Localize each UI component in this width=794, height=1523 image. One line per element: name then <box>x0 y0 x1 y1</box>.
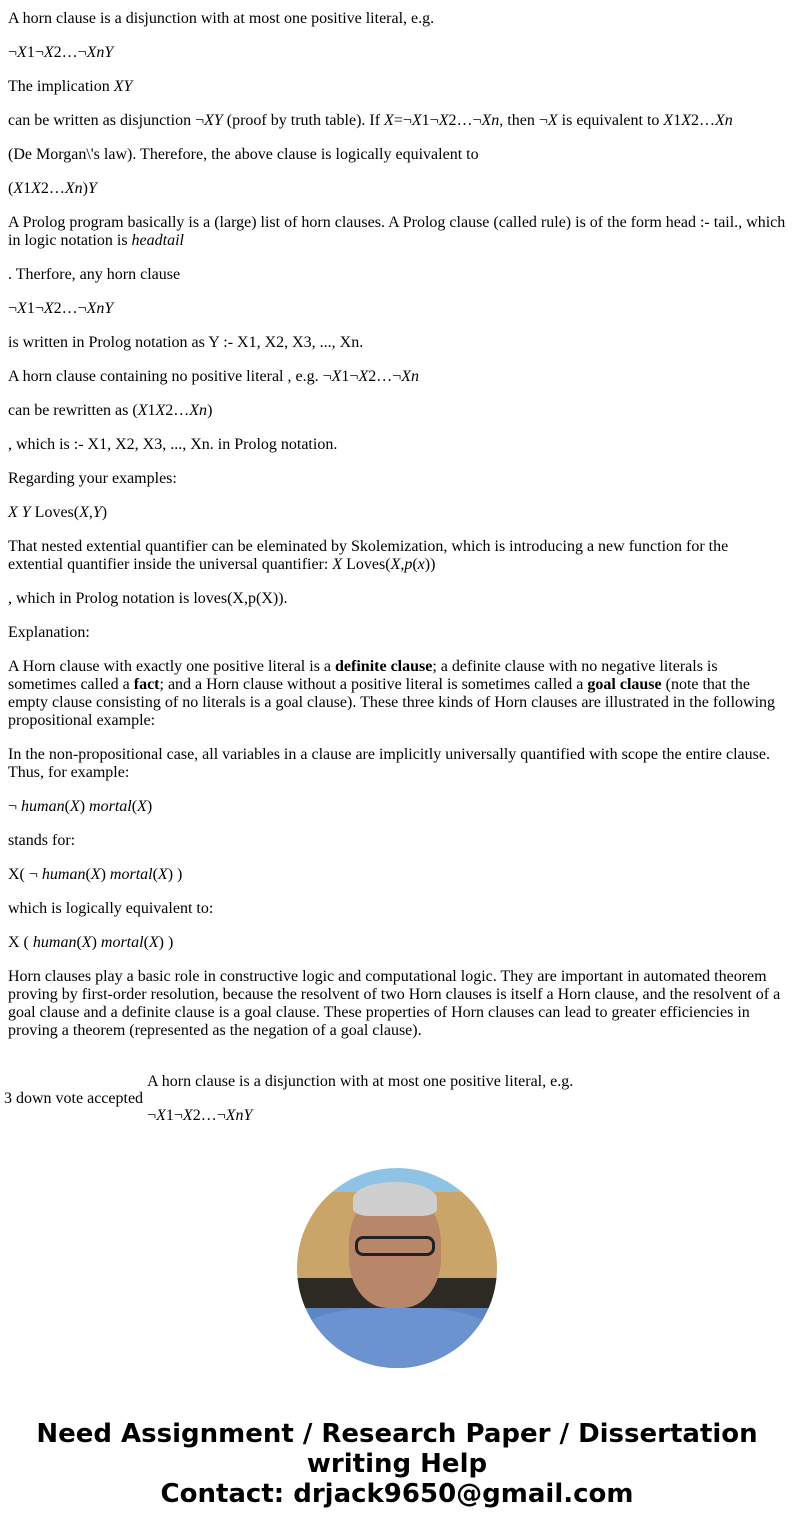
text-run: 1¬ <box>421 112 439 129</box>
math-var: Xn <box>714 112 733 129</box>
text-run: is written in Prolog notation as Y :- X1, X2, X3, ..., Xn. <box>8 334 364 351</box>
paragraph <box>8 746 786 782</box>
text-run: ( <box>131 798 138 815</box>
math-var: headtail <box>131 232 184 249</box>
paragraph <box>8 10 786 28</box>
text-run: In the non-propositional case, all variables in a clause are implicitly universally quantified with scope the entire clause. Thus, for example: <box>8 746 770 781</box>
contact-email[interactable]: Contact: drjack9650@gmail.com <box>160 1479 634 1509</box>
text-run: ( <box>143 934 149 951</box>
text-run: 2…¬ <box>192 1107 226 1124</box>
text-run: X ( <box>8 934 33 951</box>
bold-term: definite clause <box>335 658 433 675</box>
math-var: x <box>417 556 425 573</box>
math-var: X <box>43 300 54 317</box>
math-var: X <box>411 112 422 129</box>
text-run: 1¬ <box>341 368 359 385</box>
text-run: , which in Prolog notation is loves(X,p(X)). <box>8 590 288 607</box>
text-run: 1 <box>23 180 32 197</box>
math-var: XY <box>204 112 223 129</box>
text-run: A horn clause is a disjunction with at most one positive literal, e.g. <box>147 1073 574 1090</box>
paragraph <box>8 368 786 386</box>
text-run: ) <box>100 866 110 883</box>
math-var: X <box>31 180 41 197</box>
math-var: XnY <box>225 1107 253 1124</box>
text-run: can be rewritten as ( <box>8 402 138 419</box>
text-run: ¬ <box>8 44 18 61</box>
text-run: ; a definite clause with no negative literals is sometimes called a <box>8 658 718 693</box>
paragraph <box>8 470 786 488</box>
paragraph <box>8 402 786 420</box>
math-var: X <box>137 402 148 419</box>
math-var: X <box>547 112 558 129</box>
math-var: Y <box>88 180 97 197</box>
paragraph <box>8 934 786 952</box>
vote-label: 3 down vote accepted <box>4 1090 144 1107</box>
text-run: Explanation: <box>8 624 90 641</box>
math-var: X <box>81 934 92 951</box>
paragraph <box>8 900 786 918</box>
text-run: can be written as disjunction ¬ <box>8 112 205 129</box>
text-run: The implication <box>8 78 114 95</box>
math-var: X Y <box>8 504 31 521</box>
text-run: A Prolog program basically is a (large) list of horn clauses. A Prolog clause (called rule) is of the form head :- tail., which in logic notation is <box>8 214 786 249</box>
text-run: 2… <box>690 112 715 129</box>
text-run: 2…¬ <box>53 44 87 61</box>
text-run: ) <box>79 798 90 815</box>
text-run: ¬ <box>8 798 22 815</box>
text-run: ( <box>412 556 418 573</box>
text-run: ) <box>146 798 153 815</box>
text-run: ¬ <box>147 1107 157 1124</box>
paragraph <box>8 590 786 608</box>
text-run: Horn clauses play a basic role in constructive logic and computational logic. They are important in automated theorem proving by first-order resolution, because the resolvent of two Horn clauses is itself a Horn clause, and the resolvent of a goal clause and a definite clause is a goal clause. These properties of Horn clauses can lead to greater efficiencies in proving a theorem (represented as the negation of a goal clause). <box>8 968 781 1039</box>
text-run: , then ¬ <box>499 112 548 129</box>
paragraph <box>147 1073 573 1091</box>
math-var: X <box>13 180 24 197</box>
math-var: X <box>17 44 27 61</box>
math-var: mortal <box>109 866 153 883</box>
math-var: X <box>43 44 54 61</box>
math-var: human <box>41 866 86 883</box>
math-var: X <box>148 934 159 951</box>
text-run: ( <box>85 866 91 883</box>
math-var: X <box>438 112 449 129</box>
math-var: XnY <box>86 300 114 317</box>
paragraph <box>8 658 786 730</box>
paragraph <box>8 112 786 130</box>
math-var: mortal <box>89 798 132 815</box>
math-var: Y <box>92 504 102 521</box>
paragraph <box>147 1107 573 1125</box>
text-run: stands for: <box>8 832 76 849</box>
paragraph <box>8 180 786 198</box>
math-var: mortal <box>100 934 144 951</box>
text-run: 1¬ <box>26 300 44 317</box>
paragraph <box>8 146 786 164</box>
math-var: X <box>384 112 394 129</box>
math-var: X <box>182 1107 193 1124</box>
text-run: (note that the empty clause consisting of no literals is a goal clause). These three kinds of Horn clauses are illustrated in the following propositional example: <box>8 676 776 729</box>
accepted-answer <box>1 1054 576 1144</box>
math-var: X <box>69 798 80 815</box>
text-run: 2…¬ <box>448 112 482 129</box>
paragraph <box>8 538 786 574</box>
text-run: , which is :- X1, X2, X3, ..., Xn. in Prolog notation. <box>8 436 338 453</box>
text-run: which is logically equivalent to: <box>8 900 214 917</box>
math-var: Xn <box>401 368 420 385</box>
text-run: ; and a Horn clause without a positive literal is sometimes called a <box>159 676 588 693</box>
math-var: X <box>681 112 691 129</box>
math-var: X <box>332 556 343 573</box>
author-photo <box>297 1168 497 1368</box>
text-run: 2…¬ <box>53 300 87 317</box>
text-run: 2… <box>165 402 190 419</box>
math-var: p <box>404 556 413 573</box>
text-run: X( ¬ <box>8 866 42 883</box>
math-var: X <box>331 368 342 385</box>
math-var: XnY <box>86 44 114 61</box>
contact-banner <box>0 1419 794 1509</box>
text-run: (proof by truth table). If <box>222 112 385 129</box>
paragraph <box>8 798 786 816</box>
text-run: )) <box>424 556 436 573</box>
math-var: X <box>390 556 401 573</box>
text-run: =¬ <box>393 112 412 129</box>
paragraph <box>8 866 786 884</box>
text-run: A Horn clause with exactly one positive literal is a <box>8 658 336 675</box>
text-run: That nested extential quantifier can be eleminated by Skolemization, which is introducing a new function for the extential quantifier inside the universal quantifier: <box>8 538 729 573</box>
text-run: ) <box>91 934 101 951</box>
math-var: human <box>21 798 65 815</box>
text-run: A horn clause is a disjunction with at most one positive literal, e.g. <box>8 10 435 27</box>
paragraph <box>8 436 786 454</box>
text-run: ¬ <box>8 300 18 317</box>
text-run: 1 <box>673 112 682 129</box>
text-run: is equivalent to <box>557 112 664 129</box>
text-run: Regarding your examples: <box>8 470 177 487</box>
math-var: X <box>137 798 147 815</box>
text-run: ( <box>8 180 14 197</box>
math-var: Xn <box>481 112 500 129</box>
math-var: X <box>358 368 369 385</box>
text-run: 2…¬ <box>368 368 402 385</box>
text-run: Loves( <box>342 556 391 573</box>
text-run: . Therfore, any horn clause <box>8 266 181 283</box>
text-run: 1¬ <box>26 44 44 61</box>
math-var: X <box>155 402 166 419</box>
text-run: ( <box>64 798 70 815</box>
text-run: ) ) <box>167 866 183 883</box>
math-var: X <box>663 112 674 129</box>
math-var: X <box>157 866 168 883</box>
bold-term: fact <box>133 676 160 693</box>
math-var: X <box>17 300 27 317</box>
math-var: human <box>32 934 77 951</box>
text-run: 1 <box>147 402 156 419</box>
text-run: ( <box>76 934 82 951</box>
text-run: ) ) <box>158 934 174 951</box>
paragraph <box>8 832 786 850</box>
paragraph <box>8 44 786 62</box>
math-var: X <box>90 866 101 883</box>
paragraph <box>8 624 786 642</box>
paragraph <box>8 968 786 1040</box>
math-var: Xn <box>189 402 208 419</box>
text-run: Loves( <box>30 504 80 521</box>
paragraph <box>8 214 786 250</box>
text-run: (De Morgan\'s law). Therefore, the above clause is logically equivalent to <box>8 146 479 163</box>
text-run: ( <box>152 866 158 883</box>
paragraph <box>8 266 786 284</box>
math-var: X <box>79 504 89 521</box>
text-run: ) <box>82 180 88 197</box>
math-var: XY <box>113 78 133 95</box>
text-run: , <box>400 556 405 573</box>
paragraph <box>8 504 786 522</box>
paragraph <box>8 334 786 352</box>
text-run: , <box>88 504 93 521</box>
accepted-answer-body <box>146 1056 574 1142</box>
text-run: A horn clause containing no positive literal , e.g. ¬ <box>8 368 332 385</box>
text-run: ) <box>101 504 108 521</box>
text-run: 1¬ <box>165 1107 183 1124</box>
paragraph <box>8 300 786 318</box>
text-run: 2… <box>40 180 65 197</box>
bold-term: goal clause <box>587 676 662 693</box>
help-text: Need Assignment / Research Paper / Dissertation writing Help <box>36 1419 758 1479</box>
math-var: Xn <box>64 180 83 197</box>
text-run: ) <box>207 402 213 419</box>
math-var: X <box>156 1107 166 1124</box>
paragraph <box>8 78 786 96</box>
